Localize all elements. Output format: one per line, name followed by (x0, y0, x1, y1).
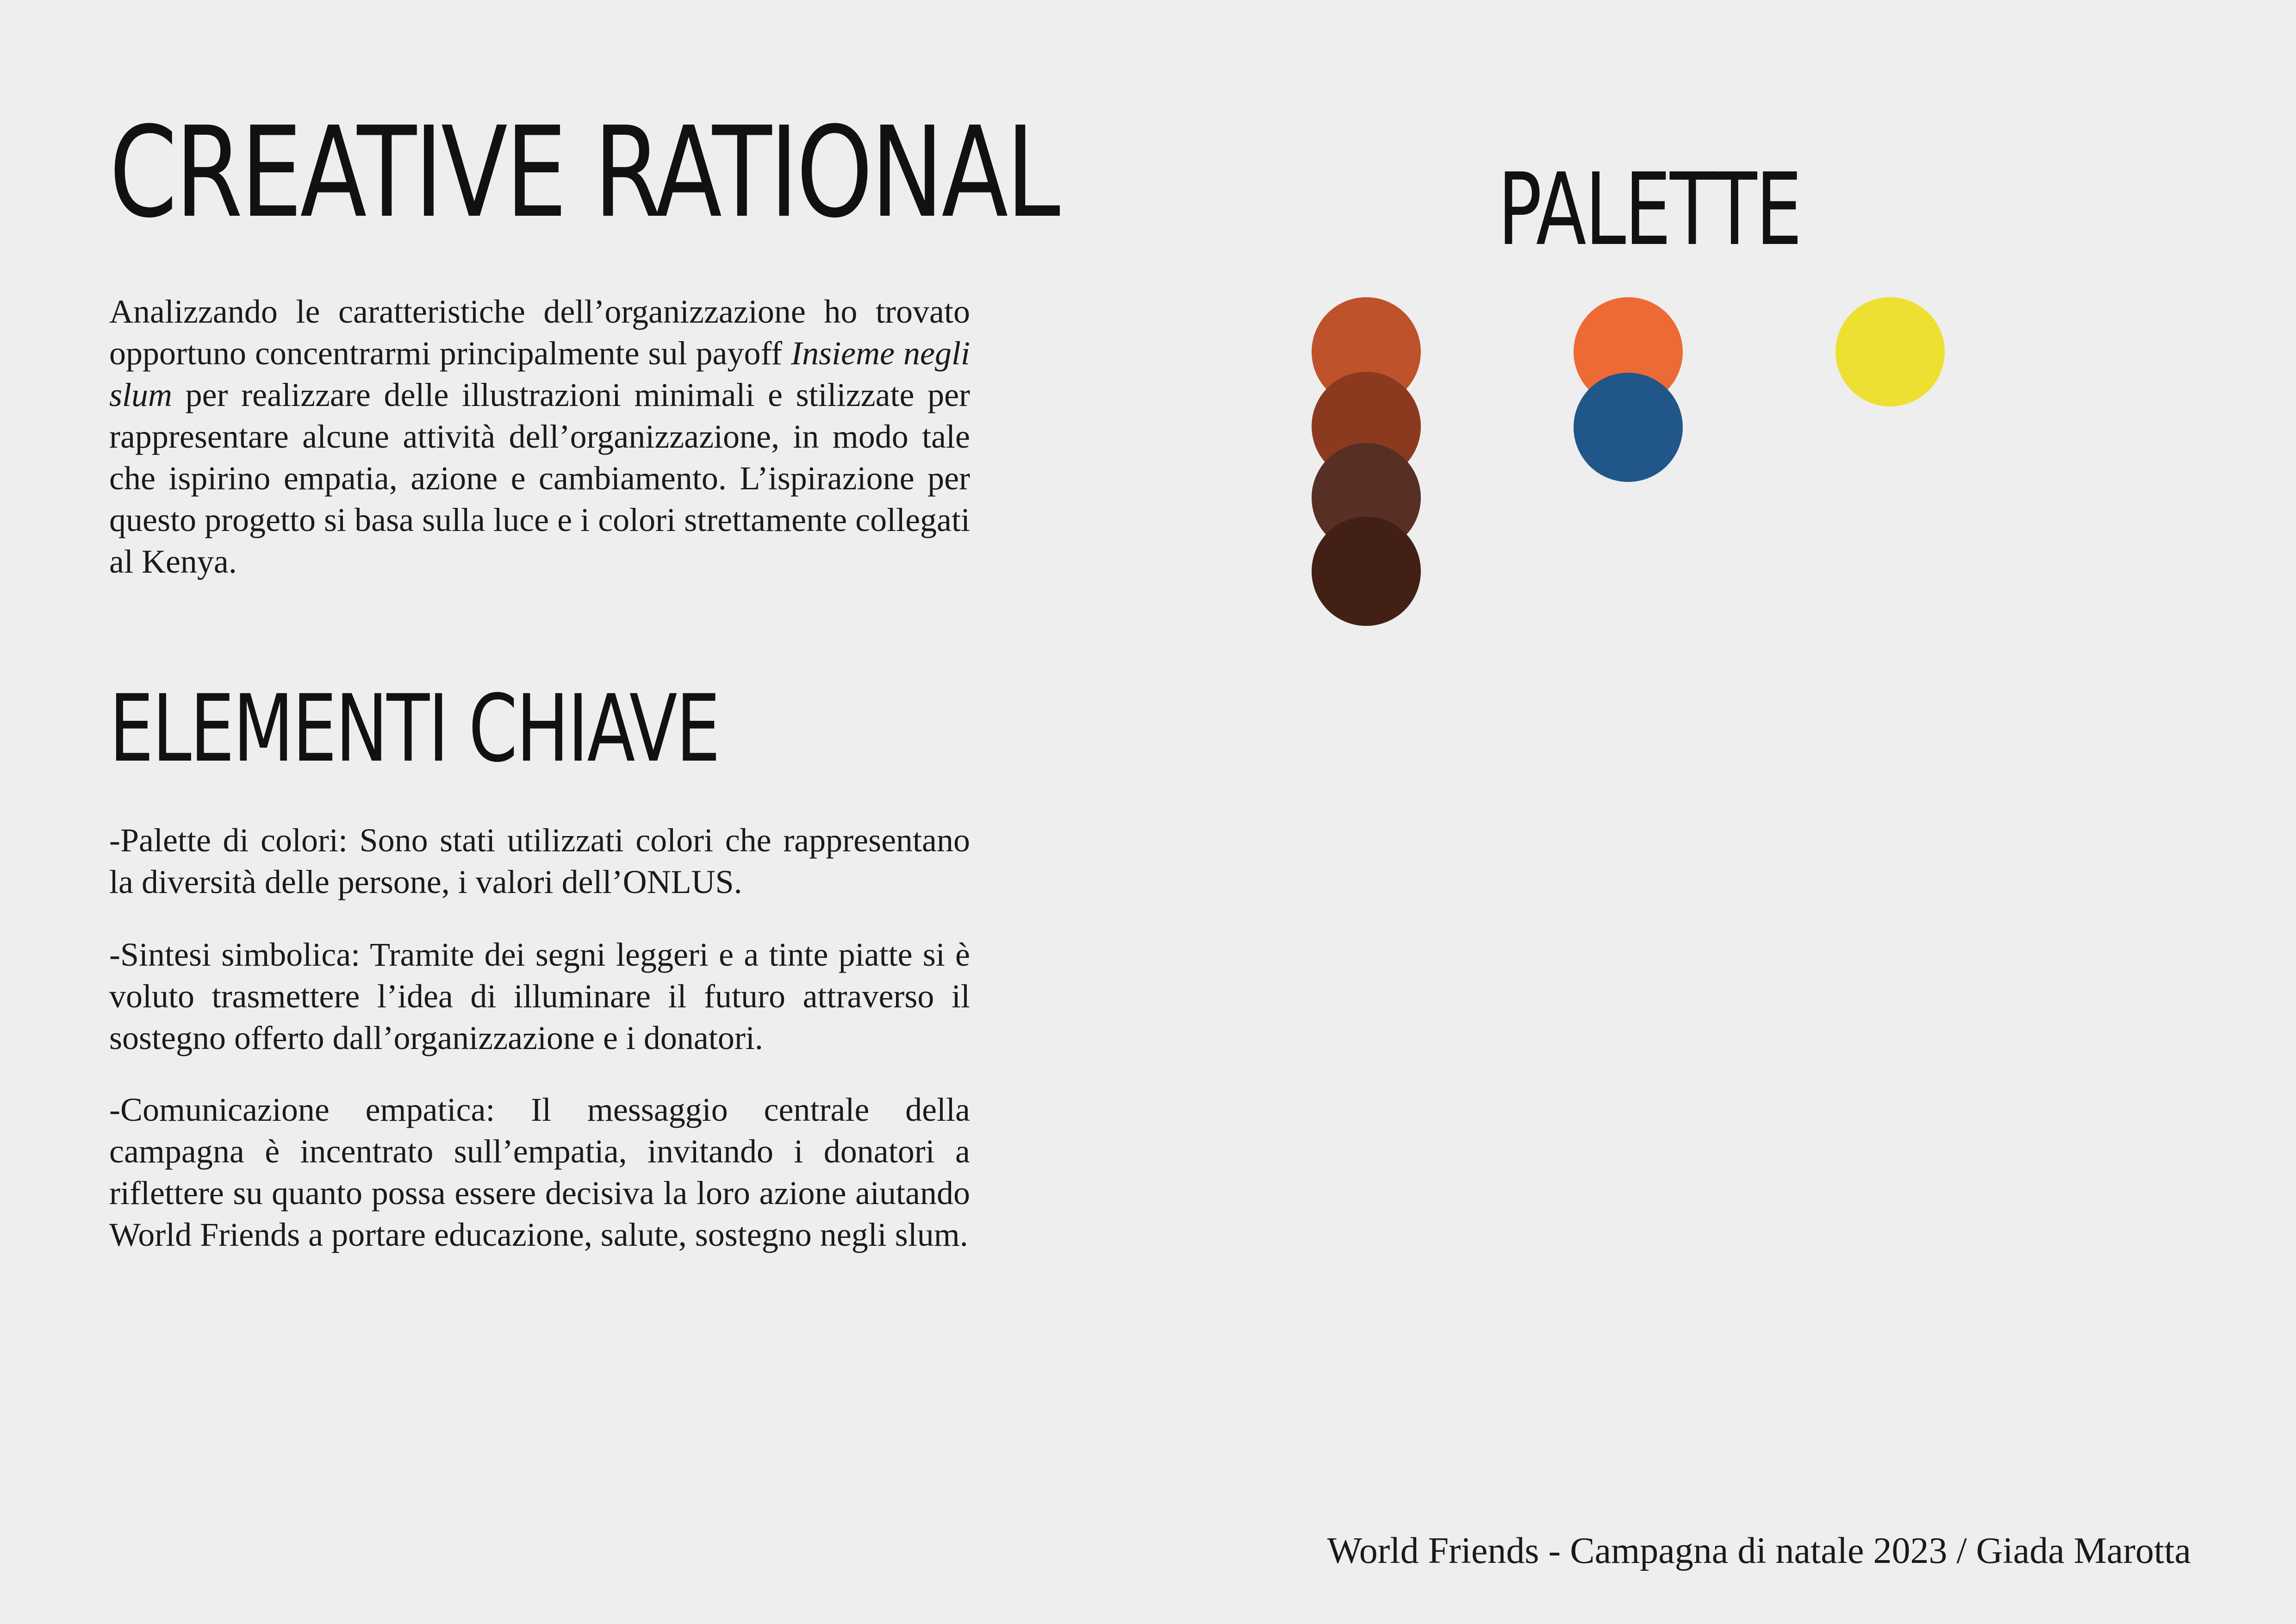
key-element-palette: -Palette di colori: Sono stati utilizzati colori che rappresentano la diversità delle persone, i valori dell’ONLUS. (109, 822, 970, 900)
key-element-comunicazione: -Comunicazione empatica: Il messaggio centrale della campagna è incentrato sull’empatia, invitando i donatori a riflettere su quanto possa essere decisiva la loro azione aiutando World Friends a portare educazione, salute, sostegno negli slum. (109, 1091, 970, 1253)
creative-rational-heading: CREATIVE RATIONAL (109, 100, 1058, 245)
intro-paragraph (109, 291, 970, 582)
payoff-italic: Insieme negli slum (109, 335, 970, 413)
swatch-sun-yellow (1836, 297, 1945, 406)
intro-text-end: per realizzare delle illustrazioni minimali e stilizzate per rappresentare alcune attività dell’organizzazione, in modo tale che ispirino empatia, azione e cambiamento. L’ispirazione per questo progetto si basa sulla luce e i colori strettamente collegati al Kenya. (109, 376, 970, 580)
footer-credit: World Friends - Campagna di natale 2023 / Giada Marotta (1327, 1530, 2191, 1571)
swatch-dark-brown (1312, 517, 1421, 626)
key-element-sintesi: -Sintesi simbolica: Tramite dei segni leggeri e a tinte piatte si è voluto trasmettere l’idea di illuminare il futuro attraverso il sostegno offerto dall’organizzazione e i donatori. (109, 936, 970, 1056)
elementi-chiave-heading: ELEMENTI CHIAVE (109, 675, 719, 783)
swatch-deep-blue (1574, 373, 1683, 482)
palette-heading: PALETTE (1498, 151, 1801, 268)
intro-text-start: Analizzando le caratteristiche dell’organizzazione ho trovato opportuno concentrarmi principalmente sul payoff (109, 293, 970, 372)
